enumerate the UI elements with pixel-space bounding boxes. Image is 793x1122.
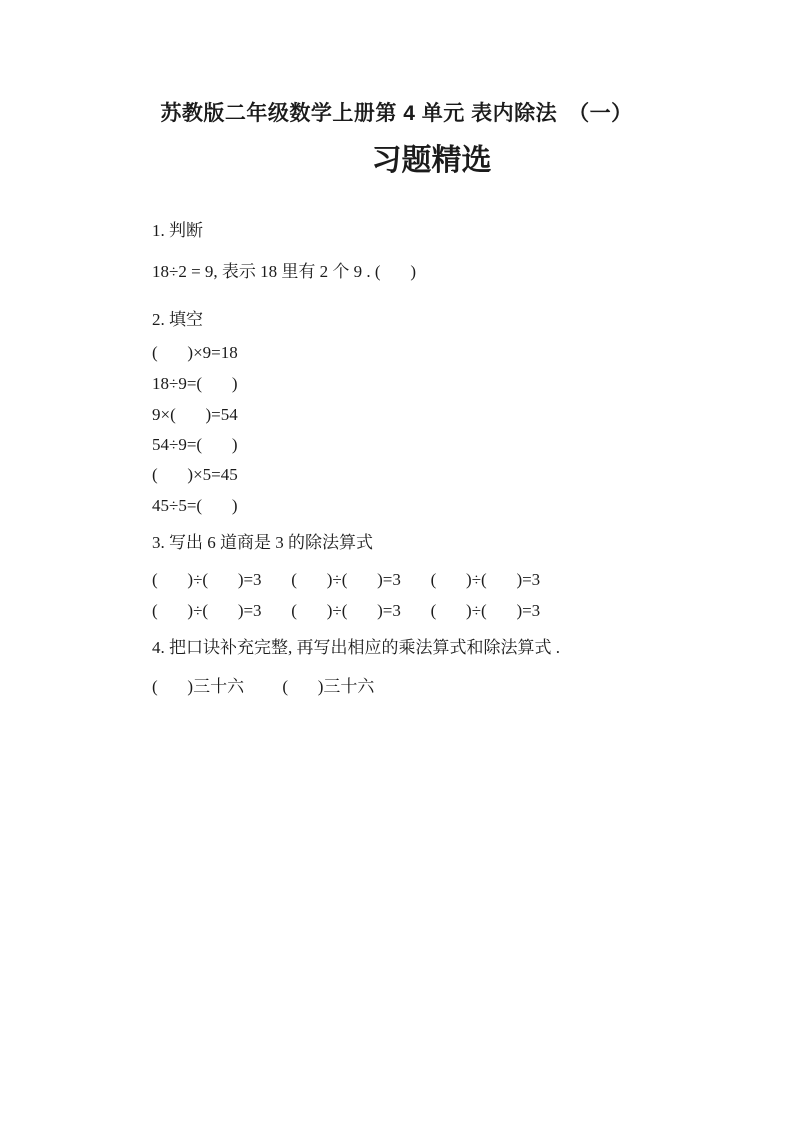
question-3-equation-row: ( )÷( )=3 ( )÷( )=3 ( )÷( )=3 xyxy=(152,601,541,620)
question-2-blank-equation: 9×( )=54 xyxy=(152,405,238,424)
question-2-header: 2. 填空 xyxy=(152,310,203,329)
question-3-header: 3. 写出 6 道商是 3 的除法算式 xyxy=(152,533,373,552)
question-2-blank-equation: 18÷9=( ) xyxy=(152,374,238,393)
question-3-equation-row: ( )÷( )=3 ( )÷( )=3 ( )÷( )=3 xyxy=(152,570,541,589)
question-4-formula-blanks: ( )三十六 ( )三十六 xyxy=(152,677,375,696)
page-subtitle: 习题精选 xyxy=(371,144,492,177)
question-1-header: 1. 判断 xyxy=(152,221,203,240)
question-1-statement: 18÷2 = 9, 表示 18 里有 2 个 9 . ( ) xyxy=(152,262,416,281)
question-2-blank-equation: ( )×5=45 xyxy=(152,465,238,484)
question-2-blank-equation: 54÷9=( ) xyxy=(152,435,238,454)
page-title: 苏教版二年级数学上册第 4 单元 表内除法 （一） xyxy=(160,102,633,125)
question-4-header: 4. 把口诀补充完整, 再写出相应的乘法算式和除法算式 . xyxy=(152,638,560,657)
question-2-blank-equation: 45÷5=( ) xyxy=(152,496,238,515)
question-2-blank-equation: ( )×9=18 xyxy=(152,343,238,362)
